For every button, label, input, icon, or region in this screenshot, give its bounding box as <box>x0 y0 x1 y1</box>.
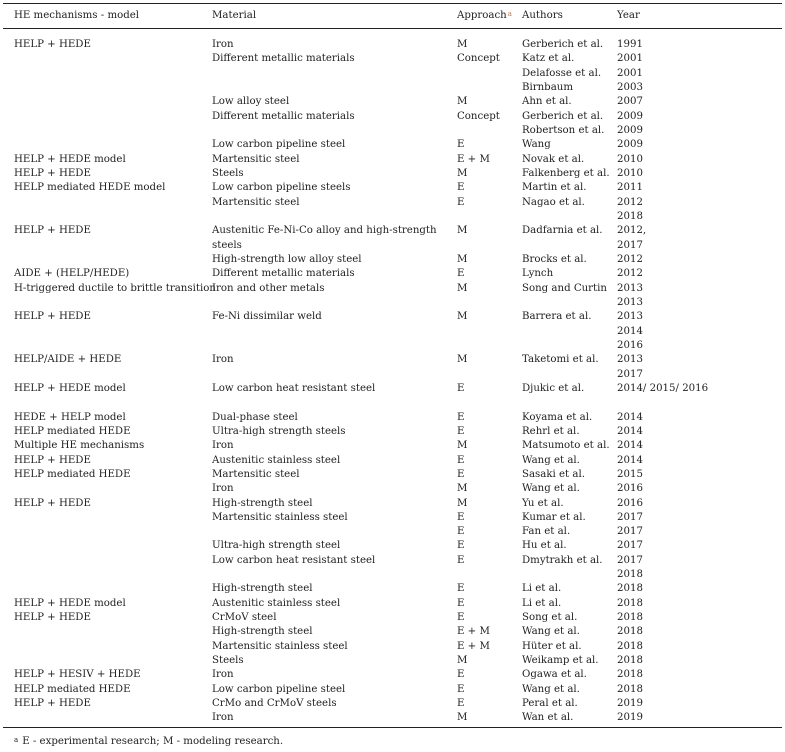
authors-cell: Dadfarnia et al. <box>522 225 603 237</box>
approach-cell: M <box>457 440 468 452</box>
mechanism-cell: HELP + HEDE <box>14 497 91 509</box>
year-cell: 2018 <box>617 210 643 222</box>
authors-cell: Ahn et al. <box>522 96 572 108</box>
table-row <box>0 196 785 210</box>
mechanism-cell: HELP mediated HEDE model <box>14 182 166 194</box>
material-cell: Low carbon pipeline steel <box>212 139 346 151</box>
year-cell: 2018 <box>617 626 643 638</box>
approach-cell: E + M <box>457 626 490 638</box>
year-cell: 2018 <box>617 683 643 695</box>
authors-cell: Hu et al. <box>522 540 567 552</box>
material-cell: High-strength steel <box>212 583 313 595</box>
mechanism-cell: HELP + HEDE <box>14 225 91 237</box>
authors-cell: Lynch <box>522 268 554 280</box>
mechanism-cell: HELP + HEDE <box>14 311 91 323</box>
authors-cell: Gerberich et al. <box>522 39 604 50</box>
authors-cell: Song et al. <box>522 612 578 624</box>
approach-cell: E <box>457 196 465 208</box>
year-cell: 2009 <box>617 110 643 122</box>
year-cell: 2007 <box>617 96 643 108</box>
table-row <box>0 396 785 410</box>
table-row <box>0 411 785 425</box>
table-footnote <box>14 736 283 747</box>
mechanism-cell: HELP + HEDE <box>14 39 91 50</box>
material-cell: Iron <box>212 483 234 495</box>
authors-cell: Hüter et al. <box>522 640 582 652</box>
table-row <box>0 597 785 611</box>
table-row <box>0 640 785 654</box>
material-cell: Different metallic materials <box>212 268 355 280</box>
approach-cell: Concept <box>457 110 500 122</box>
table-row <box>0 239 785 253</box>
year-cell: 2010 <box>617 153 643 165</box>
year-cell: 2017 <box>617 554 643 566</box>
table-row <box>0 368 785 382</box>
mechanism-cell: HELP + HEDE <box>14 167 91 179</box>
material-cell: Iron <box>212 712 234 724</box>
year-cell: 2003 <box>617 81 643 93</box>
mechanism-cell: Multiple HE mechanisms <box>14 440 145 452</box>
table-row <box>0 482 785 496</box>
material-cell: Martensitic stainless steel <box>212 640 348 652</box>
header-year: Year <box>617 10 640 21</box>
approach-cell: E <box>457 425 465 437</box>
approach-cell: E <box>457 597 465 609</box>
authors-cell: Wang <box>522 139 551 151</box>
authors-cell: Brocks et al. <box>522 253 587 265</box>
year-cell: 2012 <box>617 268 643 280</box>
authors-cell: Wang et al. <box>522 626 580 638</box>
table-row <box>0 325 785 339</box>
table-row <box>0 568 785 582</box>
material-cell: Iron <box>212 440 234 452</box>
authors-cell: Matsumoto et al. <box>522 440 610 452</box>
material-cell: Low carbon pipeline steels <box>212 182 351 194</box>
approach-cell: E <box>457 554 465 566</box>
authors-cell: Barrera et al. <box>522 311 592 323</box>
table-row <box>0 339 785 353</box>
table-row <box>0 497 785 511</box>
table-row <box>0 110 785 124</box>
authors-cell: Birnbaum <box>522 81 573 93</box>
authors-cell: Wang et al. <box>522 454 580 466</box>
mechanism-cell: HELP + HEDE model <box>14 153 126 165</box>
mechanism-cell: HELP mediated HEDE <box>14 425 131 437</box>
material-cell: High-strength steel <box>212 497 313 509</box>
year-cell: 2014/ 2015/ 2016 <box>617 382 709 394</box>
table-row <box>0 124 785 138</box>
approach-cell: E <box>457 468 465 480</box>
approach-cell: E <box>457 583 465 595</box>
approach-cell: M <box>457 712 468 724</box>
material-cell: Iron and other metals <box>212 282 325 294</box>
material-cell: Low carbon heat resistant steel <box>212 382 376 394</box>
table-row <box>0 454 785 468</box>
approach-cell: E <box>457 612 465 624</box>
material-cell: CrMoV steel <box>212 612 277 624</box>
authors-cell: Sasaki et al. <box>522 468 585 480</box>
material-cell: Ultra-high strength steels <box>212 425 346 437</box>
year-cell: 2018 <box>617 597 643 609</box>
year-cell: 2019 <box>617 698 643 710</box>
table-top-rule <box>3 3 782 4</box>
approach-cell: E <box>457 454 465 466</box>
header-rule <box>3 28 782 29</box>
authors-cell: Gerberich et al. <box>522 110 604 122</box>
authors-cell: Robertson et al. <box>522 124 605 136</box>
approach-cell: E + M <box>457 640 490 652</box>
approach-footnote-mark: a <box>507 10 512 18</box>
approach-cell: E <box>457 182 465 194</box>
authors-cell: Martin et al. <box>522 182 587 194</box>
table-row <box>0 611 785 625</box>
approach-cell: M <box>457 497 468 509</box>
year-cell: 2012 <box>617 253 643 265</box>
table-row <box>0 539 785 553</box>
approach-cell: E <box>457 669 465 681</box>
material-cell: Martensitic steel <box>212 468 300 480</box>
header-authors: Authors <box>522 10 563 21</box>
approach-cell: M <box>457 311 468 323</box>
authors-cell: Katz et al. <box>522 53 575 65</box>
material-cell: Iron <box>212 39 234 50</box>
table-row <box>0 353 785 367</box>
material-cell: Dual-phase steel <box>212 411 298 423</box>
year-cell: 2014 <box>617 454 643 466</box>
approach-cell: M <box>457 167 468 179</box>
year-cell: 2012, <box>617 225 647 237</box>
authors-cell: Wan et al. <box>522 712 574 724</box>
table-row <box>0 439 785 453</box>
mechanism-cell: HELP + HEDE <box>14 698 91 710</box>
year-cell: 2016 <box>617 339 643 351</box>
authors-cell: Dmytrakh et al. <box>522 554 603 566</box>
mechanism-cell: HEDE + HELP model <box>14 411 126 423</box>
footnote-text: E - experimental research; M - modeling research. <box>22 736 284 747</box>
mechanism-cell: HELP mediated HEDE <box>14 468 131 480</box>
year-cell: 2014 <box>617 425 643 437</box>
authors-cell: Koyama et al. <box>522 411 593 423</box>
header-mechanism: HE mechanisms - model <box>14 10 140 21</box>
mechanism-cell: H-triggered ductile to brittle transition <box>14 282 216 294</box>
table-row <box>0 95 785 109</box>
year-cell: 2018 <box>617 669 643 681</box>
year-cell: 2014 <box>617 325 643 337</box>
year-cell: 2014 <box>617 440 643 452</box>
mechanism-cell: HELP + HEDE <box>14 454 91 466</box>
mechanism-cell: HELP + HESIV + HEDE <box>14 669 141 681</box>
year-cell: 2013 <box>617 354 643 366</box>
authors-cell: Ogawa et al. <box>522 669 587 681</box>
material-cell: Iron <box>212 354 234 366</box>
year-cell: 2009 <box>617 124 643 136</box>
approach-cell: E <box>457 683 465 695</box>
table-row <box>0 511 785 525</box>
table-row <box>0 296 785 310</box>
table-row <box>0 554 785 568</box>
table-row <box>0 711 785 725</box>
authors-cell: Nagao et al. <box>522 196 585 208</box>
material-cell: Low carbon pipeline steel <box>212 683 346 695</box>
approach-cell: M <box>457 483 468 495</box>
authors-cell: Li et al. <box>522 597 562 609</box>
material-cell: Steels <box>212 167 244 179</box>
authors-cell: Li et al. <box>522 583 562 595</box>
table-row <box>0 525 785 539</box>
approach-cell: M <box>457 225 468 237</box>
table-row <box>0 282 785 296</box>
year-cell: 2001 <box>617 67 643 79</box>
year-cell: 2010 <box>617 167 643 179</box>
authors-cell: Novak et al. <box>522 153 585 165</box>
year-cell: 2018 <box>617 569 643 581</box>
material-cell: steels <box>212 239 242 251</box>
approach-cell: M <box>457 39 468 50</box>
year-cell: 2019 <box>617 712 643 724</box>
mechanism-cell: AIDE + (HELP/HEDE) <box>14 268 130 280</box>
year-cell: 2018 <box>617 655 643 667</box>
approach-cell: E <box>457 526 465 538</box>
year-cell: 2013 <box>617 282 643 294</box>
approach-cell: M <box>457 282 468 294</box>
year-cell: 2018 <box>617 640 643 652</box>
authors-cell: Peral et al. <box>522 698 578 710</box>
table-row <box>0 625 785 639</box>
year-cell: 2017 <box>617 540 643 552</box>
authors-cell: Rehrl et al. <box>522 425 580 437</box>
mechanism-cell: HELP + HEDE model <box>14 382 126 394</box>
header-material: Material <box>212 10 257 21</box>
material-cell: Martensitic steel <box>212 196 300 208</box>
authors-cell: Wang et al. <box>522 483 580 495</box>
material-cell: High-strength low alloy steel <box>212 253 362 265</box>
authors-cell: Song and Curtin <box>522 282 607 294</box>
authors-cell: Yu et al. <box>522 497 564 509</box>
authors-cell: Kumar et al. <box>522 511 586 523</box>
authors-cell: Fan et al. <box>522 526 571 538</box>
year-cell: 2017 <box>617 239 643 251</box>
table-row <box>0 382 785 396</box>
material-cell: Austenitic Fe-Ni-Co alloy and high-strength <box>212 225 437 237</box>
table-row <box>0 181 785 195</box>
approach-cell: M <box>457 354 468 366</box>
approach-cell: E <box>457 382 465 394</box>
table-row <box>0 654 785 668</box>
table-body <box>0 38 785 726</box>
table-row <box>0 167 785 181</box>
year-cell: 2009 <box>617 139 643 151</box>
authors-cell: Taketomi et al. <box>522 354 599 366</box>
material-cell: Austenitic stainless steel <box>212 597 341 609</box>
table-row <box>0 38 785 52</box>
year-cell: 2016 <box>617 497 643 509</box>
table-row <box>0 425 785 439</box>
year-cell: 2014 <box>617 411 643 423</box>
table-row <box>0 210 785 224</box>
approach-cell: M <box>457 655 468 667</box>
authors-cell: Wang et al. <box>522 683 580 695</box>
approach-cell: Concept <box>457 53 500 65</box>
table-row <box>0 697 785 711</box>
material-cell: Different metallic materials <box>212 53 355 65</box>
header-approach: Approach$^a$ <box>457 10 512 21</box>
year-cell: 2013 <box>617 311 643 323</box>
table-row <box>0 138 785 152</box>
table-row <box>0 468 785 482</box>
table-row <box>0 224 785 238</box>
mechanism-cell: HELP mediated HEDE <box>14 683 131 695</box>
material-cell: Ultra-high strength steel <box>212 540 341 552</box>
mechanism-cell: HELP + HEDE <box>14 612 91 624</box>
material-cell: Martensitic stainless steel <box>212 511 348 523</box>
year-cell: 2018 <box>617 583 643 595</box>
mechanism-cell: HELP/AIDE + HEDE <box>14 354 122 366</box>
material-cell: CrMo and CrMoV steels <box>212 698 337 710</box>
approach-cell: E <box>457 268 465 280</box>
table-row <box>0 668 785 682</box>
year-cell: 1991 <box>617 39 643 50</box>
table-row <box>0 310 785 324</box>
approach-cell: M <box>457 253 468 265</box>
approach-cell: M <box>457 96 468 108</box>
year-cell: 2012 <box>617 196 643 208</box>
year-cell: 2017 <box>617 368 643 380</box>
material-cell: Different metallic materials <box>212 110 355 122</box>
material-cell: Fe-Ni dissimilar weld <box>212 311 322 323</box>
approach-cell: E <box>457 540 465 552</box>
material-cell: Austenitic stainless steel <box>212 454 341 466</box>
year-cell: 2017 <box>617 526 643 538</box>
approach-cell: E <box>457 698 465 710</box>
mechanism-cell: HELP + HEDE model <box>14 597 126 609</box>
year-cell: 2017 <box>617 511 643 523</box>
year-cell: 2016 <box>617 483 643 495</box>
approach-cell: E <box>457 139 465 151</box>
authors-cell: Delafosse et al. <box>522 67 602 79</box>
year-cell: 2013 <box>617 296 643 308</box>
year-cell: 2011 <box>617 182 643 194</box>
material-cell: High-strength steel <box>212 626 313 638</box>
year-cell: 2001 <box>617 53 643 65</box>
approach-cell: E <box>457 411 465 423</box>
table-row <box>0 267 785 281</box>
bottom-rule <box>3 727 782 728</box>
footnote-mark: a <box>14 736 19 744</box>
authors-cell: Djukic et al. <box>522 382 585 394</box>
table-row <box>0 253 785 267</box>
year-cell: 2015 <box>617 468 643 480</box>
approach-cell: E <box>457 511 465 523</box>
table-row <box>0 582 785 596</box>
material-cell: Martensitic steel <box>212 153 300 165</box>
table-row <box>0 67 785 81</box>
year-cell: 2018 <box>617 612 643 624</box>
table-row <box>0 683 785 697</box>
table-row <box>0 81 785 95</box>
material-cell: Low carbon heat resistant steel <box>212 554 376 566</box>
table-row <box>0 153 785 167</box>
authors-cell: Weikamp et al. <box>522 655 599 667</box>
material-cell: Low alloy steel <box>212 96 290 108</box>
table-row <box>0 52 785 66</box>
material-cell: Iron <box>212 669 234 681</box>
approach-cell: E + M <box>457 153 490 165</box>
material-cell: Steels <box>212 655 244 667</box>
authors-cell: Falkenberg et al. <box>522 167 610 179</box>
